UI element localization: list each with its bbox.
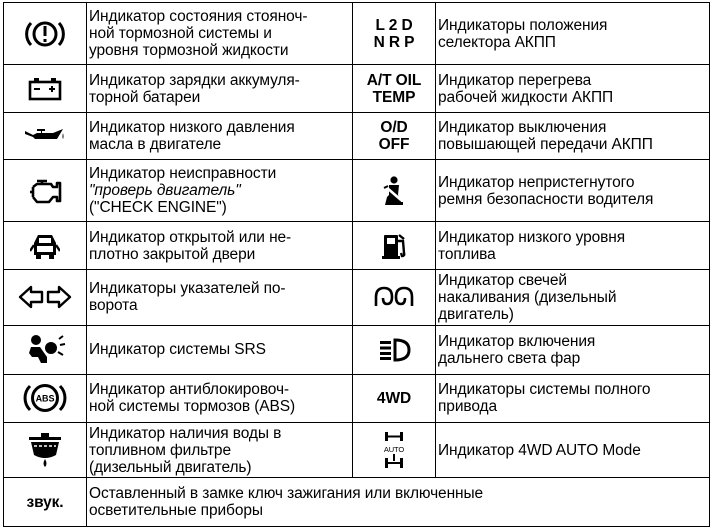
- description-line: Индикатор свечей: [438, 271, 567, 289]
- indicator-description: [87, 422, 353, 478]
- indicator-description: [87, 65, 353, 112]
- door-open-icon: [30, 231, 60, 261]
- description-line: (дизельный двигатель): [89, 458, 252, 476]
- description-line: уровня тормозной жидкости: [89, 42, 289, 60]
- description-line: ремня безопасности водителя: [438, 190, 654, 208]
- srs-airbag-icon: [23, 333, 67, 367]
- description-line: ворота: [89, 297, 138, 315]
- description-line: "проверь двигатель": [89, 182, 241, 200]
- table-row: [4, 3, 710, 65]
- indicator-description: [436, 65, 710, 112]
- check-engine-icon: [27, 175, 63, 207]
- brake-warning-icon: [23, 16, 67, 52]
- table-row: [4, 422, 710, 478]
- glow-plug-icon: [372, 284, 416, 310]
- table-row: [4, 222, 710, 269]
- indicator-description: [87, 269, 353, 325]
- icon-cell: [4, 65, 87, 112]
- description-line: ной системы тормозов (ABS): [89, 398, 296, 416]
- description-line: рабочей жидкости АКПП: [438, 88, 614, 106]
- indicator-code: [353, 3, 436, 65]
- table-row: [4, 160, 710, 222]
- description-line: топливном фильтре: [89, 441, 231, 459]
- description-line: Индикатор наличия воды в: [89, 424, 282, 442]
- code-line: TEMP: [372, 88, 416, 106]
- icon-cell: [4, 375, 87, 422]
- icon-cell: [4, 422, 87, 478]
- table-row: [4, 65, 710, 112]
- high-beam-icon: [377, 337, 411, 363]
- icon-cell: [353, 269, 436, 325]
- table-row: [4, 112, 710, 159]
- indicator-code: [353, 112, 436, 159]
- indicator-description: [436, 112, 710, 159]
- indicator-code: [4, 478, 87, 527]
- table-row: [4, 325, 710, 374]
- abs-icon-label: ABS: [35, 393, 55, 404]
- table-row: [4, 375, 710, 422]
- indicator-description: [436, 160, 710, 222]
- description-line: Индикатор низкого уровня: [438, 228, 626, 246]
- turn-signal-icon: [18, 284, 72, 310]
- description-line: Индикатор антиблокировоч-: [89, 381, 289, 399]
- description-line: Индикатор 4WD AUTO Mode: [438, 441, 641, 459]
- indicator-description: [87, 112, 353, 159]
- 4wd-auto-icon-label: AUTO: [383, 445, 405, 455]
- icon-cell: [4, 112, 87, 159]
- indicator-description: [87, 375, 353, 422]
- icon-cell: [4, 269, 87, 325]
- table-row: [4, 478, 710, 527]
- icon-cell: [4, 160, 87, 222]
- indicator-description: [436, 222, 710, 269]
- icon-cell: [353, 160, 436, 222]
- icon-cell: [4, 325, 87, 374]
- description-line: накаливания (дизельный: [438, 288, 617, 306]
- description-line: ("CHECK ENGINE"): [89, 199, 227, 217]
- description-line: повышающей передачи АКПП: [438, 135, 653, 153]
- code-line: O/D: [380, 118, 408, 136]
- code-line: L 2 D: [375, 16, 413, 34]
- code-line: звук.: [26, 493, 64, 511]
- description-line: масла в двигателе: [89, 135, 222, 153]
- indicator-description: [436, 375, 710, 422]
- description-line: Индикатор зарядки аккумуля-: [89, 71, 300, 89]
- water-in-fuel-icon: [25, 431, 65, 469]
- description-line: топлива: [438, 245, 496, 263]
- indicator-code: [353, 375, 436, 422]
- abs-icon: [21, 379, 69, 417]
- 4wd-auto-icon: [379, 430, 409, 470]
- description-line: Индикатор низкого давления: [89, 118, 295, 136]
- indicator-description: [87, 160, 353, 222]
- description-line: Индикатор открытой или не-: [89, 228, 292, 246]
- battery-charge-icon: [27, 76, 63, 102]
- indicator-description: [87, 3, 353, 65]
- seatbelt-icon: [379, 175, 409, 207]
- indicator-description: [436, 3, 710, 65]
- indicator-description: [87, 325, 353, 374]
- indicator-description: [436, 422, 710, 478]
- code-line: N R P: [373, 33, 415, 51]
- table-row: [4, 269, 710, 325]
- code-line: 4WD: [376, 389, 412, 407]
- description-line: плотно закрытой двери: [89, 245, 256, 263]
- indicator-description: [436, 325, 710, 374]
- indicator-code: [353, 65, 436, 112]
- description-line: осветительные приборы: [89, 502, 263, 520]
- description-line: Индикатор неисправности: [89, 165, 277, 183]
- description-line: Оставленный в замке ключ зажигания или включенные: [89, 485, 484, 503]
- description-line: двигатель): [438, 305, 514, 323]
- code-line: OFF: [378, 135, 410, 153]
- description-line: ной тормозной системы и: [89, 25, 272, 43]
- description-line: дальнего света фар: [438, 349, 581, 367]
- icon-cell: [353, 422, 436, 478]
- description-line: торной батареи: [89, 88, 201, 106]
- description-line: Индикатор непристегнутого: [438, 173, 635, 191]
- description-line: Индикатор перегрева: [438, 71, 592, 89]
- description-line: Индикаторы системы полного: [438, 381, 651, 399]
- icon-cell: [353, 222, 436, 269]
- indicator-description: [87, 478, 710, 527]
- description-line: Индикаторы положения: [438, 16, 608, 34]
- description-line: Индикаторы указателей по-: [89, 280, 286, 298]
- description-line: селектора АКПП: [438, 33, 556, 51]
- icon-cell: [4, 3, 87, 65]
- description-line: Индикатор выключения: [438, 118, 607, 136]
- icon-cell: [353, 325, 436, 374]
- icon-cell: [4, 222, 87, 269]
- description-line: Индикатор системы SRS: [89, 341, 266, 359]
- indicator-legend-table: [3, 2, 710, 527]
- oil-pressure-icon: [23, 125, 67, 147]
- description-line: Индикатор включения: [438, 332, 596, 350]
- indicator-description: [87, 222, 353, 269]
- fuel-low-icon: [379, 231, 409, 261]
- description-line: привода: [438, 398, 497, 416]
- indicator-description: [436, 269, 710, 325]
- code-line: A/T OIL: [366, 71, 422, 89]
- description-line: Индикатор состояния стояноч-: [89, 8, 308, 26]
